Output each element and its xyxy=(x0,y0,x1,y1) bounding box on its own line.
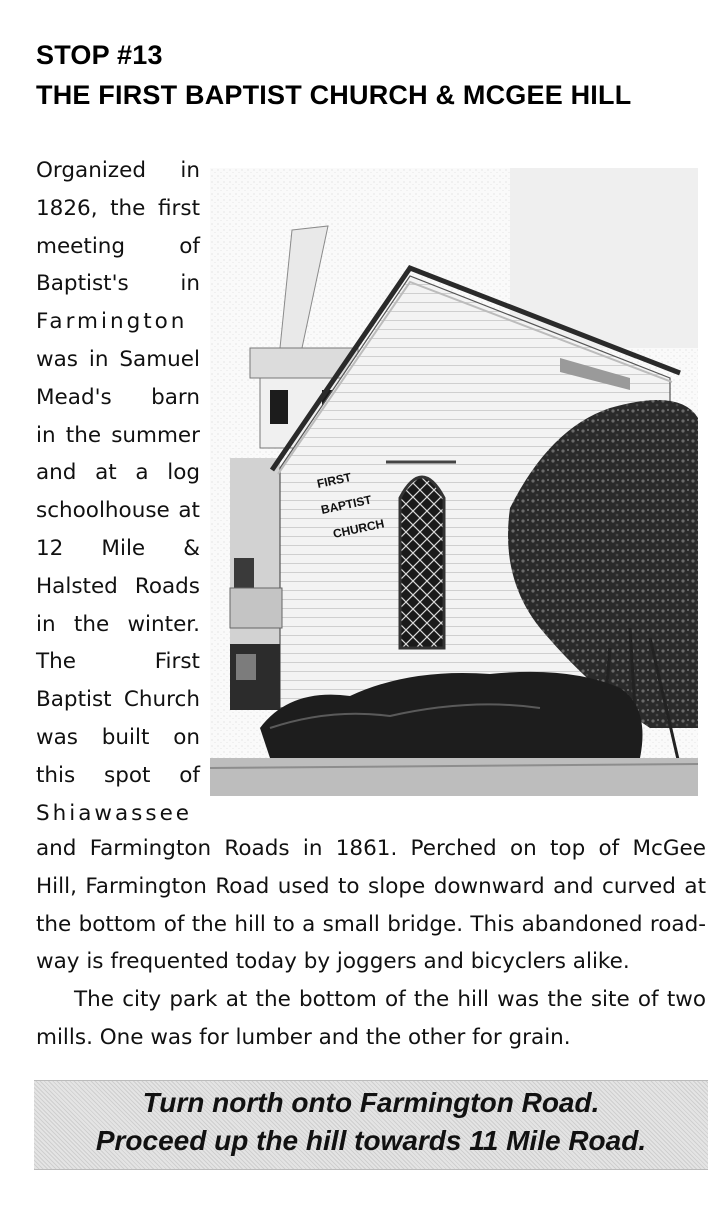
text-line: The city park at the bottom of the hill was the site of two xyxy=(74,987,706,1013)
text-line: 12 Mile & xyxy=(36,535,200,561)
stop-number-title: STOP #13 xyxy=(36,40,163,70)
text-line: and at a log xyxy=(36,460,200,486)
sign-text-first: FIRST xyxy=(315,470,353,491)
text-line: was in Samuel xyxy=(36,346,200,372)
text-line: way is frequented today by joggers and bicyclers alike. xyxy=(36,949,630,975)
text-line: 1826, the first xyxy=(36,195,200,221)
text-line: Farmington xyxy=(36,309,188,335)
text-line: mills. One was for lumber and the other for grain. xyxy=(36,1024,571,1050)
text-line: meeting of xyxy=(36,233,200,259)
church-photo xyxy=(210,168,698,796)
text-line: schoolhouse at xyxy=(36,498,200,524)
text-line: Organized in xyxy=(36,158,200,183)
text-line: in the winter. xyxy=(36,611,200,637)
text-line: Baptist's in xyxy=(36,271,200,297)
sign-text-church: CHURCH xyxy=(331,516,386,541)
text-line: The First xyxy=(36,649,200,675)
left-column-text xyxy=(36,152,200,832)
text-line: and Farmington Roads in 1861. Perched on top of McGee xyxy=(36,836,706,861)
text-line: was built on xyxy=(36,724,200,750)
text-line: Baptist Church xyxy=(36,687,200,713)
text-line: the bottom of the hill to a small bridge. This abandoned road- xyxy=(36,911,706,937)
text-line: Hill, Farmington Road used to slope downward and curved at xyxy=(36,873,706,899)
text-line: Shiawassee xyxy=(36,800,193,826)
stop-heading: THE FIRST BAPTIST CHURCH & MCGEE HILL xyxy=(36,80,632,110)
text-line: Halsted Roads xyxy=(36,573,200,599)
text-line: in the summer xyxy=(36,422,200,448)
text-line: Mead's barn xyxy=(36,384,200,410)
sign-text-baptist: BAPTIST xyxy=(319,492,373,517)
continued-paragraph xyxy=(36,830,706,1057)
directions-line-2: Proceed up the hill towards 11 Mile Road. xyxy=(95,1125,647,1156)
directions-line-1: Turn north onto Farmington Road. xyxy=(142,1087,600,1118)
directions-banner xyxy=(34,1080,708,1170)
text-line: this spot of xyxy=(36,762,200,788)
